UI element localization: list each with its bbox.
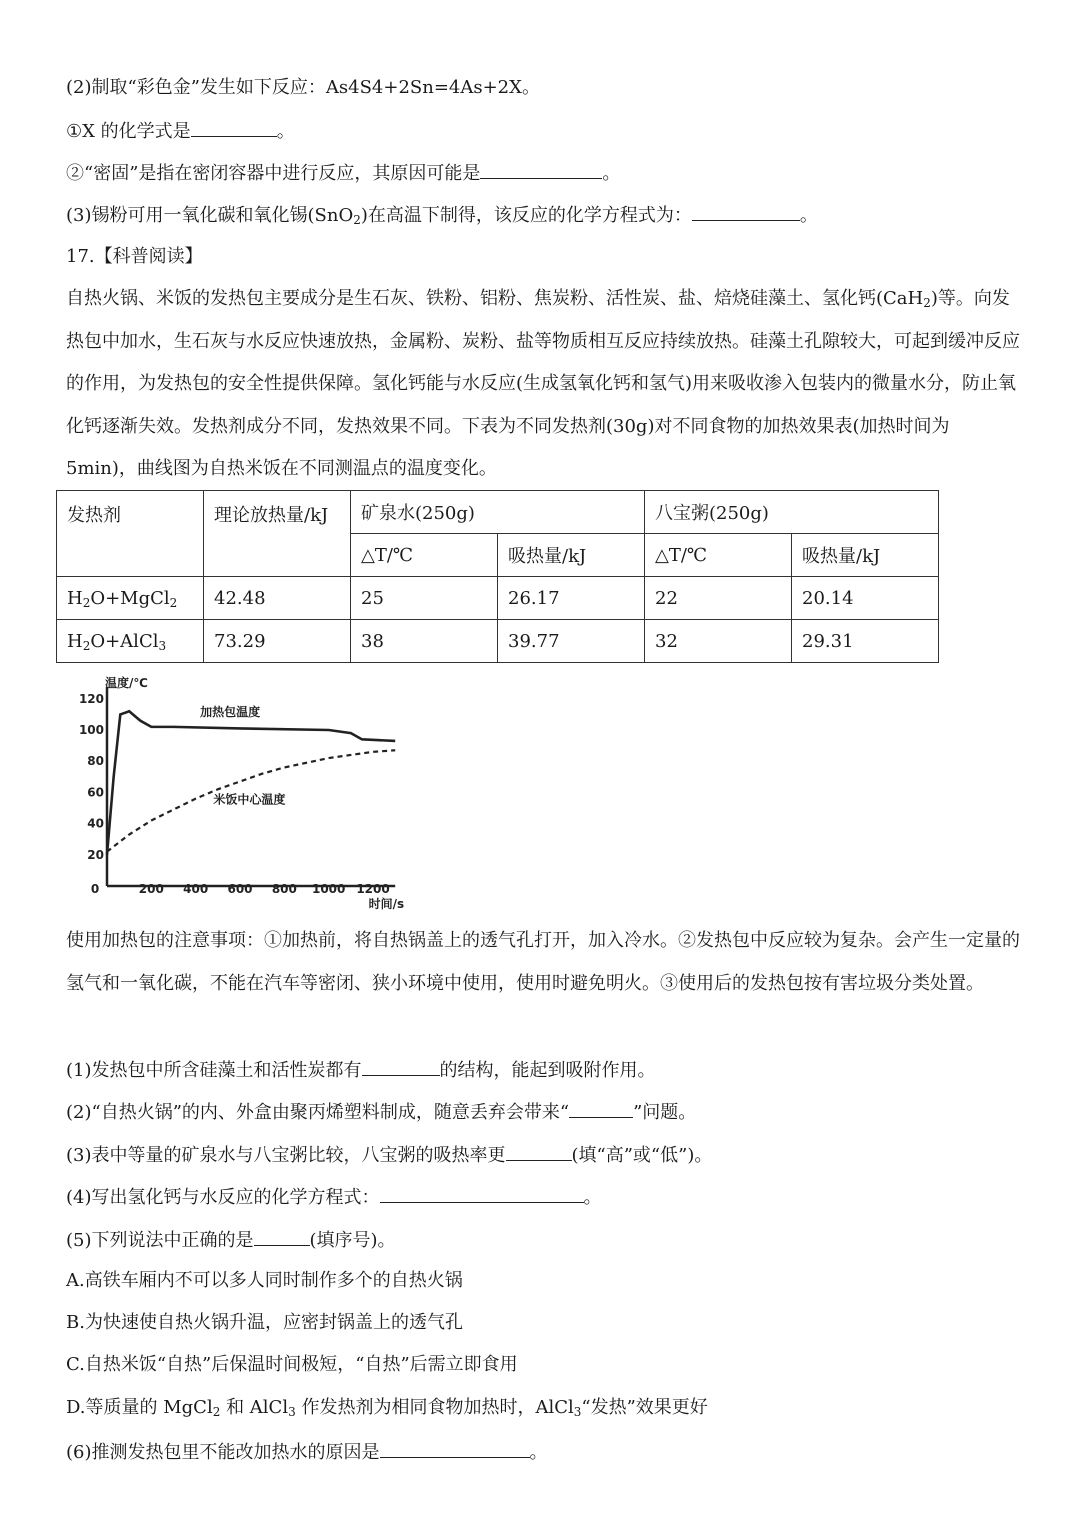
series-label-1: 加热包温度: [200, 704, 261, 719]
option-c[interactable]: C.自热米饭“自热”后保温时间极短，“自热”后需立即食用: [66, 1354, 518, 1375]
answer-blank[interactable]: [569, 1099, 633, 1118]
q17-sub1-text-post: 的结构，能起到吸附作用。: [439, 1060, 656, 1081]
q17-sub5-text: (5)下列说法中正确的是: [66, 1230, 254, 1251]
y-tick-label: 100: [78, 723, 104, 737]
q16-part2-sub1: [66, 118, 295, 144]
header-agent: 发热剂: [57, 491, 204, 577]
option-a[interactable]: A.高铁车厢内不可以多人同时制作多个的自热火锅: [66, 1270, 463, 1291]
table-row: [57, 620, 939, 663]
q17-sub6-text: (6)推测发热包里不能改加热水的原因是: [66, 1442, 380, 1463]
y-tick-label: 60: [87, 785, 104, 800]
cell-abs-congee: 20.14: [792, 577, 939, 620]
q16-part3-line: [66, 202, 818, 228]
series-line-1: [107, 711, 395, 855]
punct: 。: [602, 163, 621, 184]
header-abs-water: 吸热量/kJ: [498, 534, 645, 577]
y-tick-label: 20: [87, 847, 104, 862]
answer-blank[interactable]: [380, 1439, 530, 1458]
q17-sub1: [66, 1057, 656, 1083]
cell-dt-water: 38: [351, 620, 498, 663]
option-d[interactable]: D.等质量的 MgCl$_2$ 和 AlCl$_3$ 作发热剂为相同食物加热时，AlCl$_3$“发热”效果更好: [66, 1397, 708, 1419]
q17-title: 17.【科普阅读】: [66, 246, 203, 267]
q16-part3-text-b: )在高温下制得，该反应的化学方程式为：: [360, 205, 692, 226]
punct: 。: [799, 205, 818, 226]
q17-passage: [66, 278, 1026, 491]
table-header-row: [57, 491, 939, 534]
q16-part2-sub2: [66, 160, 620, 186]
punct: 。: [529, 1442, 548, 1463]
q16-part2-text: (2)制取“彩色金”发生如下反应：As4S4+2Sn=4As+2X。: [66, 77, 540, 98]
q17-passage-a: 自热火锅、米饭的发热包主要成分是生石灰、铁粉、铝粉、焦炭粉、活性炭、盐、焙烧硅藻土、氢化钙(CaH: [66, 288, 924, 309]
answer-blank[interactable]: [480, 160, 602, 179]
cell-theory: 73.29: [204, 620, 351, 663]
x-tick-label: 200: [138, 882, 164, 896]
x-axis-label: 时间/s: [368, 897, 405, 911]
punct: 。: [276, 121, 295, 142]
q17-sub2: [66, 1099, 696, 1125]
answer-blank[interactable]: [692, 202, 800, 221]
header-congee: 八宝粥(250g): [645, 491, 939, 534]
cell-theory: 42.48: [204, 577, 351, 620]
table-row: [57, 577, 939, 620]
header-theory: 理论放热量/kJ: [204, 491, 351, 577]
y-axis-label: 温度/℃: [105, 676, 148, 690]
q17-sub6: [66, 1439, 548, 1465]
q16-part2-sub2-text: ②“密固”是指在密闭容器中进行反应，其原因可能是: [66, 163, 481, 184]
cell-agent: $H_2O+MgCl_2$: [57, 577, 204, 620]
q16-part3-text-a: (3)锡粉可用一氧化碳和氧化锡(SnO: [66, 205, 354, 226]
x-tick-label: 1200: [356, 882, 390, 896]
q16-part2-line: [66, 76, 540, 100]
cell-agent: $H_2O+AlCl_3$: [57, 620, 204, 663]
header-dt-water: △T/℃: [351, 534, 498, 577]
q17-sub4: [66, 1184, 602, 1210]
q17-sub5: [66, 1227, 396, 1253]
series-label-2: 米饭中心温度: [213, 792, 286, 807]
header-dt-congee: △T/℃: [645, 534, 792, 577]
cell-dt-congee: 32: [645, 620, 792, 663]
q17-sub3-text-post: (填“高”或“低”)。: [571, 1145, 713, 1166]
answer-blank[interactable]: [191, 118, 277, 137]
answer-blank[interactable]: [362, 1057, 440, 1076]
cell-abs-water: 26.17: [498, 577, 645, 620]
header-abs-congee: 吸热量/kJ: [792, 534, 939, 577]
header-water: 矿泉水(250g): [351, 491, 645, 534]
y-tick-label: 120: [78, 691, 104, 706]
x-tick-label: 1000: [311, 882, 346, 896]
q17-sub4-text: (4)写出氢化钙与水反应的化学方程式：: [66, 1187, 380, 1208]
x-tick-label: 400: [183, 882, 209, 896]
option-b[interactable]: B.为快速使自热火锅升温，应密封锅盖上的透气孔: [66, 1312, 463, 1333]
y-tick-label: 40: [87, 816, 104, 831]
subscript: 2: [353, 213, 361, 227]
answer-blank[interactable]: [380, 1184, 584, 1203]
temperature-chart-svg: [62, 668, 405, 918]
y-tick-label: 80: [87, 754, 104, 769]
heating-effect-table: [56, 490, 939, 663]
cell-dt-water: 25: [351, 577, 498, 620]
q17-sub1-text: (1)发热包中所含硅藻土和活性炭都有: [66, 1060, 362, 1081]
subscript: 2: [923, 296, 931, 310]
q17-passage-b: )等。向发热包中加水，生石灰与水反应快速放热，金属粉、炭粉、盐等物质相互反应持续放热。硅藻土孔隙较大，可起到缓冲反应的作用，为发热包的安全性提供保障。氢化钙能与水反应(生成氢氧化钙和氢气)用来吸收渗入包装内的微量水分，防止氧化钙逐渐失效。发热剂成分不同，发热效果不同。下表为不同发热剂(30g)对不同食物的加热效果表(加热时间为 5min)，曲线图为自热米饭在不同测温点的温度变化。: [66, 288, 1020, 479]
answer-blank[interactable]: [254, 1227, 310, 1246]
usage-notes: 使用加热包的注意事项：①加热前，将自热锅盖上的透气孔打开，加入冷水。②发热包中反应较为复杂。会产生一定量的氢气和一氧化碳，不能在汽车等密闭、狭小环境中使用，使用时避免明火。③使用后的发热包按有害垃圾分类处置。: [66, 930, 1020, 994]
x-tick-label: 800: [271, 882, 297, 896]
q17-sub2-text-post: ”问题。: [633, 1102, 697, 1123]
x-tick-label: 0: [90, 882, 100, 896]
q16-part2-sub1-text: ①X 的化学式是: [66, 121, 191, 142]
q17-sub5-text-post: (填序号)。: [309, 1230, 396, 1251]
q17-sub3-text: (3)表中等量的矿泉水与八宝粥比较，八宝粥的吸热率更: [66, 1145, 506, 1166]
answer-blank[interactable]: [506, 1142, 572, 1161]
q17-sub2-text: (2)“自热火锅”的内、外盒由聚丙烯塑料制成，随意丢弃会带来“: [66, 1102, 570, 1123]
cell-dt-congee: 22: [645, 577, 792, 620]
cell-abs-congee: 29.31: [792, 620, 939, 663]
punct: 。: [583, 1187, 602, 1208]
q17-sub3: [66, 1142, 712, 1168]
temperature-chart: [62, 668, 405, 918]
cell-abs-water: 39.77: [498, 620, 645, 663]
x-tick-label: 600: [227, 882, 253, 896]
